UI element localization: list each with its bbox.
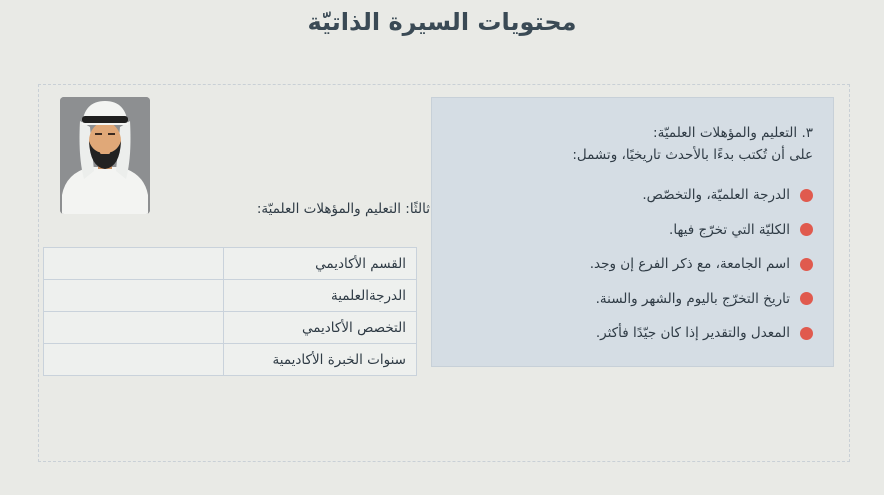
red-circle-bullet-icon [800, 189, 813, 202]
red-circle-bullet-icon [800, 292, 813, 305]
table-row [44, 312, 417, 344]
info-subheading: على أن تُكتب بدءًا بالأحدث تاريخيًا، وتشمل: [572, 147, 813, 163]
table-row [44, 280, 417, 312]
bullet-text: اسم الجامعة، مع ذكر الفرع إن وجد. [589, 256, 790, 273]
man-in-ghutra-avatar-icon [60, 97, 150, 214]
education-section-title: ثالثًا: التعليم والمؤهلات العلميّة: [256, 201, 430, 217]
row-label: سنوات الخبرة الأكاديمية [224, 344, 417, 376]
info-heading: ٣. التعليم والمؤهلات العلميّة: [653, 125, 813, 141]
education-form-table [43, 247, 417, 376]
list-item [448, 178, 813, 213]
row-label: التخصص الأكاديمي [224, 312, 417, 344]
red-circle-bullet-icon [800, 327, 813, 340]
red-circle-bullet-icon [800, 223, 813, 236]
list-item [448, 213, 813, 248]
bullet-text: المعدل والتقدير إذا كان جيّدًا فأكثر. [595, 325, 790, 342]
row-value-field[interactable] [44, 344, 224, 376]
bullet-list [448, 178, 813, 351]
education-info-panel [431, 97, 834, 367]
row-value-field[interactable] [44, 280, 224, 312]
red-circle-bullet-icon [800, 258, 813, 271]
page-title: محتويات السيرة الذاتيّة [307, 8, 577, 36]
row-label: الدرجةالعلمية [224, 280, 417, 312]
bullet-text: تاريخ التخرّج باليوم والشهر والسنة. [595, 290, 790, 307]
list-item [448, 316, 813, 351]
list-item [448, 282, 813, 317]
list-item [448, 247, 813, 282]
table-row [44, 248, 417, 280]
row-label: القسم الأكاديمي [224, 248, 417, 280]
table-row [44, 344, 417, 376]
row-value-field[interactable] [44, 248, 224, 280]
bullet-text: الدرجة العلميّة، والتخصّص. [642, 187, 790, 204]
bullet-text: الكليّة التي تخرّج فيها. [669, 221, 790, 238]
row-value-field[interactable] [44, 312, 224, 344]
